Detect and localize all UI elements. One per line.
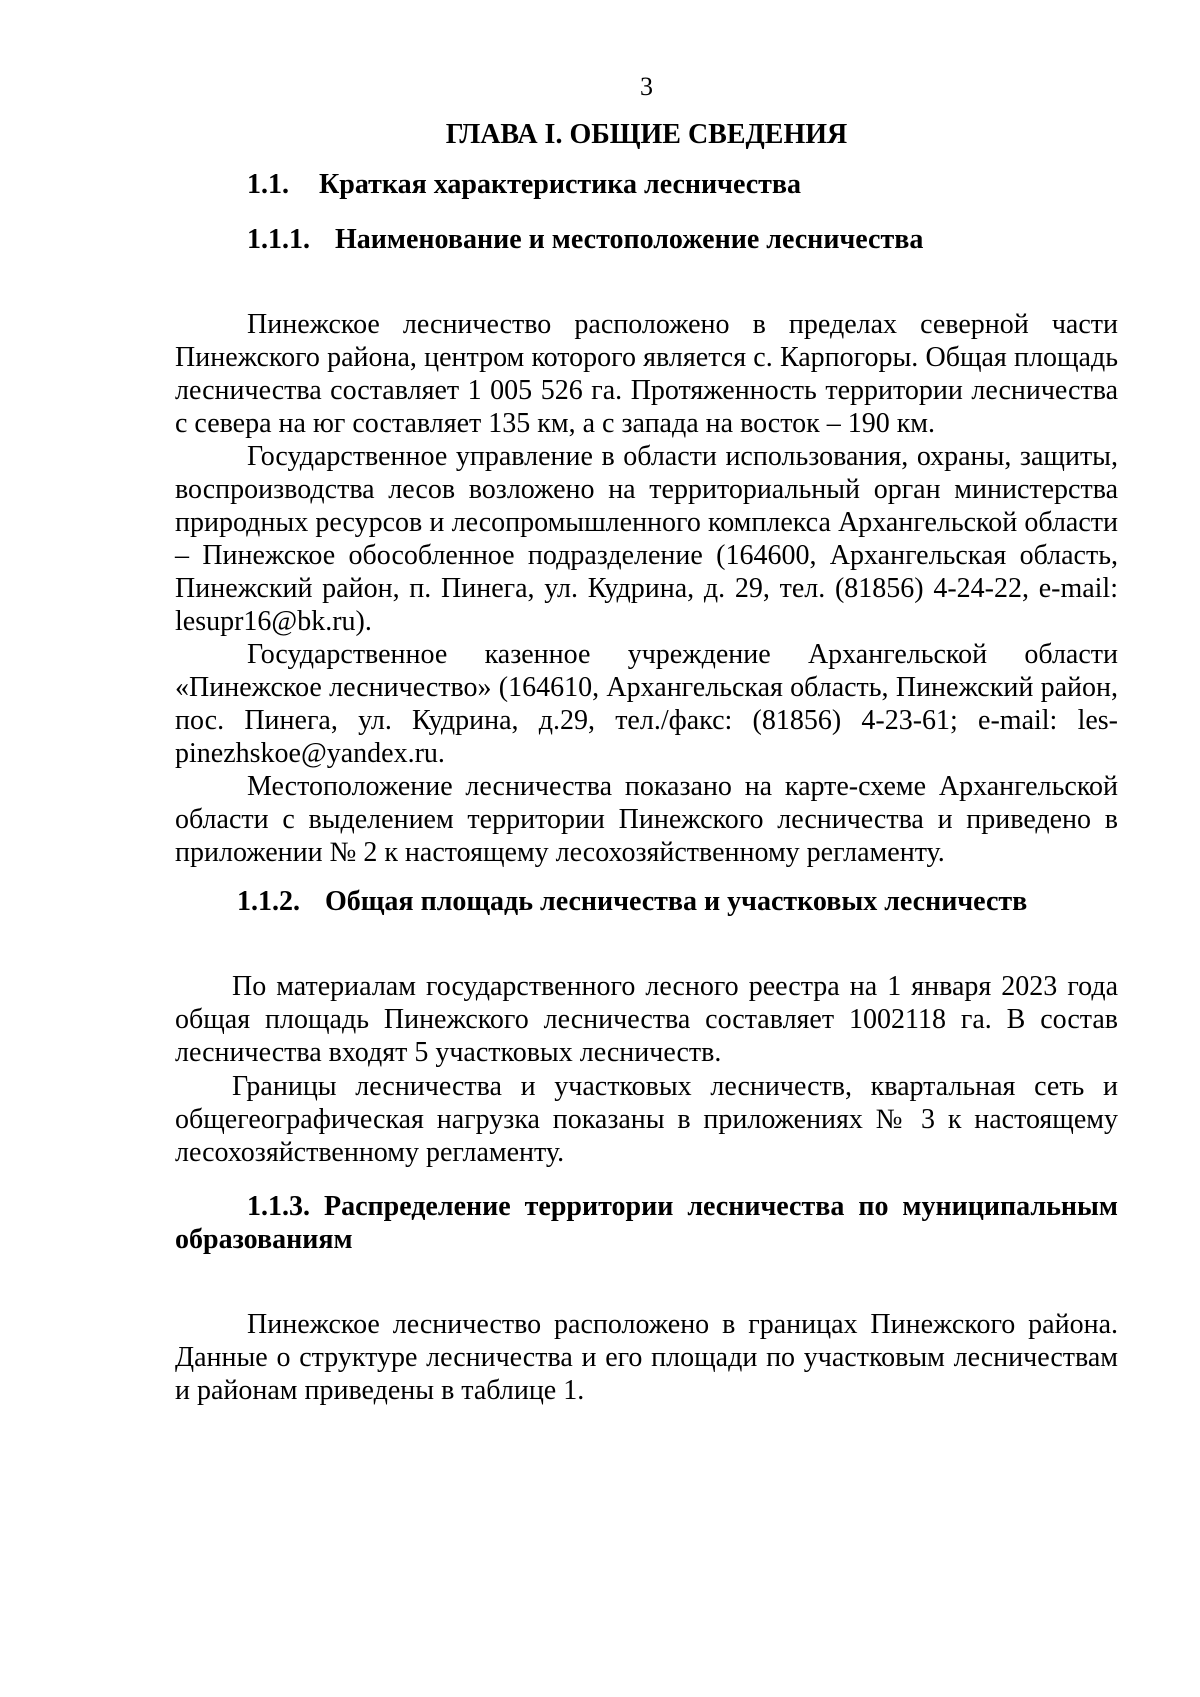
- section-title: Общая площадь лесничества и участковых лесничеств: [325, 886, 1028, 917]
- section-heading-1-1: [247, 168, 801, 202]
- section-heading-1-1-2: [237, 885, 1027, 919]
- paragraph-boundaries: Границы лесничества и участковых лесничеств, квартальная сеть и общегеографическая нагрузка показаны в приложениях № 3 к настоящему лесохозяйственному регламенту.: [175, 1071, 1118, 1168]
- section-title: Наименование и местоположение лесничества: [335, 224, 924, 255]
- paragraph-total-area: По материалам государственного лесного реестра на 1 января 2023 года общая площадь Пинежского лесничества составляет 1002118 га. В состав лесничества входят 5 участковых лесничеств.: [175, 971, 1118, 1068]
- section-heading-1-1-3: 1.1.3. Распределение территории лесничества по муниципальным образованиям: [175, 1191, 1118, 1255]
- paragraph-location: Пинежское лесничество расположено в пределах северной части Пинежского района, центром которого является с. Карпогоры. Общая площадь лесничества составляет 1 005 526 га. Протяженность территории лесничества с севера на юг составляет 135 км, а с запада на восток – 190 км.: [175, 309, 1118, 439]
- paragraph-state-institution: Государственное казенное учреждение Архангельской области «Пинежское лесничество» (164610, Архангельская область, Пинежский район, пос. Пинега, ул. Кудрина, д.29, тел./факс: (81856) 4-23-61; e-mail: les-pinezhskoe@yandex.ru.: [175, 639, 1118, 769]
- document-page: [175, 0, 1118, 1697]
- section-number: 1.1.2.: [237, 886, 300, 917]
- section-title: Краткая характеристика лесничества: [319, 169, 802, 200]
- chapter-title: ГЛАВА I. ОБЩИЕ СВЕДЕНИЯ: [445, 119, 848, 150]
- section-number: 1.1.: [247, 169, 289, 200]
- section-number: 1.1.1.: [247, 224, 310, 255]
- page-number: 3: [640, 72, 653, 101]
- paragraph-state-management: Государственное управление в области использования, охраны, защиты, воспроизводства лесов возложено на территориальный орган министерства природных ресурсов и лесопромышленного комплекса Архангельской области – Пинежское обособленное подразделение (164600, Архангельская область, Пинежский район, п. Пинега, ул. Кудрина, д. 29, тел. (81856) 4-24-22, e-mail: lesupr16@bk.ru).: [175, 441, 1118, 637]
- paragraph-municipal-distribution: Пинежское лесничество расположено в границах Пинежского района. Данные о структуре лесничества и его площади по участковым лесничествам и районам приведены в таблице 1.: [175, 1309, 1118, 1406]
- paragraph-map-reference: Местоположение лесничества показано на карте-схеме Архангельской области с выделением территории Пинежского лесничества и приведено в приложении № 2 к настоящему лесохозяйственному регламенту.: [175, 771, 1118, 868]
- section-heading-1-1-1: [247, 223, 923, 257]
